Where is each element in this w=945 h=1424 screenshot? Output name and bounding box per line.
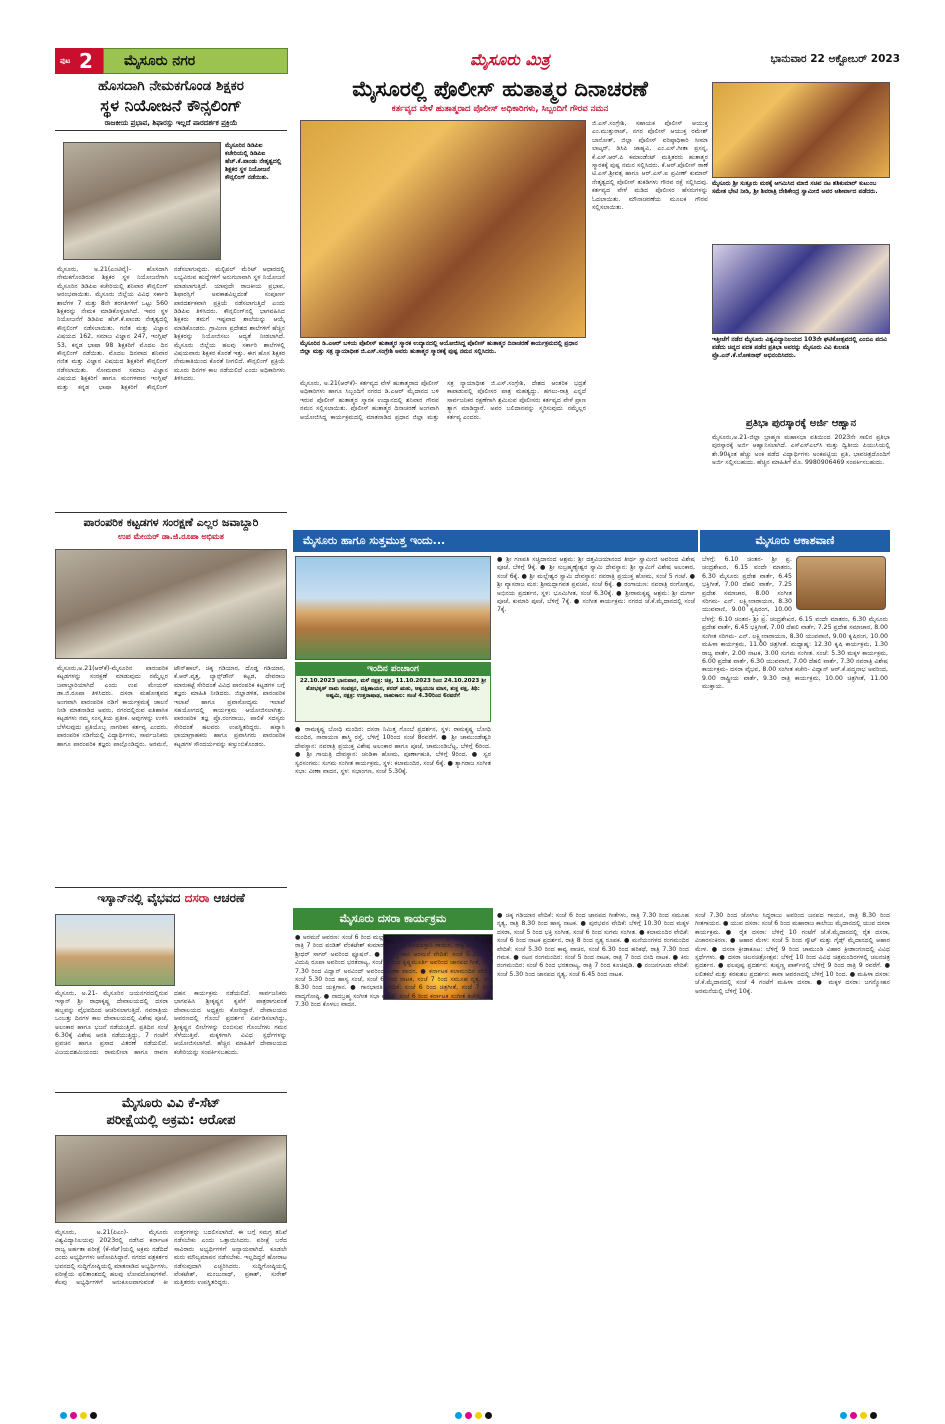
cyan-dot: [840, 1412, 847, 1419]
radio-body-cont: [702, 616, 888, 904]
radio-box: [700, 530, 890, 905]
story1-body: ಮೈಸೂರು, ಅ.21(ಎಂಟಿವೈ)- ಹೊಸದಾಗಿ ನೇಮಕಗೊಂಡಿರುವ ಶಿಕ್ಷಕರ ಸ್ಥಳ ನಿಯೋಜನೆಗಾಗಿ ಮೈಸೂರಿನ ಡಿಡಿಪಿಐ ಕಚೇರಿಯಲ್ಲಿ ಶನಿವಾರ ಕೌನ್ಸಲಿಂಗ್ ಆರಂಭವಾಯಿತು. ಮೈಸೂರು ಜಿಲ್ಲೆಯ ವಿವಿಧ ಸರ್ಕಾರಿ ಶಾಲೆಗಳ 7 ಮತ್ತು 8ನೇ ತರಗತಿಗಳಿಗೆ ಒಟ್ಟು 560 ಶಿಕ್ಷಕರನ್ನು ನೇಮಕ ಮಾಡಿಕೊಳ್ಳಲಾಗಿದೆ. ಇವರ ಸ್ಥಳ ನಿಯೋಜನೆಗೆ ಡಿಡಿಪಿಐ ಹೆಚ್.ಕೆ.ಪಾಂಡು ನೇತೃತ್ವದಲ್ಲಿ ಕೌನ್ಸಲಿಂಗ್ ನಡೆಸಲಾಯಿತು. ಗಣಿತ ಮತ್ತು ವಿಜ್ಞಾನ ವಿಷಯದ 162, ಸಮಾಜ ವಿಜ್ಞಾನ 247, ಇಂಗ್ಲಿಷ್ 53, ಕನ್ನಡ ಭಾಷಾ 98 ಶಿಕ್ಷಕರಿಗೆ ಮೊದಲ ದಿನ ಕೌನ್ಸಲಿಂಗ್ ನಡೆಯಿತು. ಮೊದಲ ದಿನವಾದ ಶನಿವಾರ ಗಣಿತ ಮತ್ತು ವಿಜ್ಞಾನ ವಿಷಯದ ಶಿಕ್ಷಕರಿಗೆ ಕೌನ್ಸಲಿಂಗ್ ನಡೆಸಲಾಯಿತು. ಸೋಮವಾರ ಸಮಾಜ ವಿಜ್ಞಾನ ವಿಷಯದ ಶಿಕ್ಷಕರಿಗೆ ಹಾಗೂ ಮಂಗಳವಾರ ಇಂಗ್ಲಿಷ್ ಮತ್ತು ಕನ್ನಡ ಭಾಷಾ ಶಿಕ್ಷಕರಿಗೆ ಕೌನ್ಸಲಿಂಗ್ ನಡೆಸಲಾಗುವುದು. ಮಲ್ಟಿಪಲ್ ಮೆರಿಟ್ ಆಧಾರದಲ್ಲಿ ಲಭ್ಯವಿರುವ ಹುದ್ದೆಗಳಿಗೆ ಅನುಗುಣವಾಗಿ ಸ್ಥಳ ನಿಯೋಜನೆ ಮಾಡಲಾಗುತ್ತಿದೆ. ಯಾವುದೇ ರಾಜಕೀಯ ಪ್ರಭಾವ, ಶಿಫಾರಸ್ಸಿಗೆ ಅವಕಾಶವಿಲ್ಲದಂತೆ ಸಂಪೂರ್ಣ ಪಾರದರ್ಶಕವಾಗಿ ಪ್ರಕ್ರಿಯೆ ನಡೆಸಲಾಗುತ್ತಿದೆ ಎಂದು ಡಿಡಿಪಿಐ ತಿಳಿಸಿದರು. ಕೌನ್ಸಲಿಂಗ್‌ನಲ್ಲಿ ಭಾಗವಹಿಸಿದ ಶಿಕ್ಷಕರು ತಮಗೆ ಇಷ್ಟವಾದ ಶಾಲೆಯನ್ನು ಆಯ್ಕೆ ಮಾಡಿಕೊಂಡರು. ಗ್ರಾಮೀಣ ಪ್ರದೇಶದ ಶಾಲೆಗಳಿಗೆ ಹೆಚ್ಚಿನ ಶಿಕ್ಷಕರನ್ನು ನಿಯೋಜಿಸಲು ಆದ್ಯತೆ ನೀಡಲಾಗಿದೆ. ಮೈಸೂರು ಜಿಲ್ಲೆಯ ಹಲವು ಸರ್ಕಾರಿ ಶಾಲೆಗಳಲ್ಲಿ ವಿಷಯವಾರು ಶಿಕ್ಷಕರ ಕೊರತೆ ಇತ್ತು. ಈಗ ಹೊಸ ಶಿಕ್ಷಕರ ನೇಮಕಾತಿಯಿಂದ ಕೊರತೆ ನೀಗಲಿದೆ. ಕೌನ್ಸಲಿಂಗ್ ಪ್ರಕ್ರಿಯೆ ಮೂರು ದಿನಗಳ ಕಾಲ ನಡೆಯಲಿದೆ ಎಂದು ಅಧಿಕಾರಿಗಳು ತಿಳಿಸಿದರು.: [57, 266, 285, 391]
story4-headline-line1: ಮೈಸೂರು ವಿವಿ ಕೆ-ಸೆಟ್: [121, 1096, 221, 1111]
divider: [55, 1092, 287, 1093]
story3-headline-c: ಆಚರಣೆ: [213, 891, 245, 905]
panchanga-text: 22.10.2023 ಭಾನುವಾರ, ಮಳೆ ನಕ್ಷತ್ರ: ಚಿತ್ರ, 11.10.2023 ರಿಂದ 24.10.2023 ಶ್ರೀ ಶೋಭಕೃತ್ ನಾಮ ಸಂವತ್ಸರ, ದಕ್ಷಿಣಾಯನ, ಶರದ್ ಋತು, ಆಶ್ವಯುಜ ಮಾಸ, ಶುಕ್ಲ ಪಕ್ಷ, ತಿಥಿ: ಅಷ್ಟಮಿ, ನಕ್ಷತ್ರ: ಉತ್ತರಾಷಾಢ, ರಾಹುಕಾಲ: ಸಂಜೆ 4.30ರಿಂದ 6ರವರೆಗೆ: [299, 678, 487, 700]
side-caption-2: ಇತ್ತೀಚೆಗೆ ನಡೆದ ಮೈಸೂರು ವಿಶ್ವವಿದ್ಯಾನಿಲಯದ 103ನೇ ಘಟಿಕೋತ್ಸವದಲ್ಲಿ ಎಂಬಿಎ ಪದವಿ ಪಡೆದು ಚಿನ್ನದ ಪದಕ ಪಡೆದ ಪ್ರತಿಭಾ ಅವರನ್ನು ಮೈಸೂರು ವಿವಿ ಕುಲಪತಿ ಪ್ರೊ.ಎನ್.ಕೆ.ಲೋಕನಾಥ್ ಅಭಿನಂದಿಸಿದರು.: [712, 336, 887, 359]
radio-icon: [796, 556, 886, 610]
palace-photo: [295, 556, 491, 660]
story3-headline-b: ದಸರಾ: [184, 891, 210, 905]
story-heritage: [55, 515, 287, 887]
story1-subhead: ರಾಜಕೀಯ ಪ್ರಭಾವ, ಶಿಫಾರಸ್ಸು ಇಲ್ಲದೆ ಪಾರದರ್ಶಕ ಪ್ರಕ್ರಿಯೆ: [55, 119, 287, 131]
cyan-dot: [60, 1412, 67, 1419]
side-photo-1: [712, 82, 890, 178]
panchanga-title: ಇಂದಿನ ಪಂಚಾಂಗ: [296, 663, 490, 676]
side-caption-1: ಮೈಸೂರು ಶ್ರೀ ಸುತ್ತೂರು ಮಠಕ್ಕೆ ಆಗಮಿಸಿದ ಮಾಜಿ ಸಚಿವ ನಟ ಶಶಿಕುಮಾರ್ ಕುಟುಂಬ ಸಮೇತ ಭೇಟಿ ನೀಡಿ, ಶ್ರೀ ಶಿವರಾತ್ರಿ ದೇಶಿಕೇಂದ್ರ ಸ್ವಾಮೀಜಿ ಅವರ ಆಶೀರ್ವಾದ ಪಡೆದರು.: [712, 180, 878, 195]
paper-name: ಮೈಸೂರು ಮಿತ್ರ: [470, 50, 550, 69]
lead-photo: [300, 120, 586, 338]
side-column: [712, 76, 890, 526]
story-kset: [55, 1095, 287, 1385]
story3-body: ಮೈಸೂರು, ಅ.21- ಮೈಸೂರಿನ ಜಯನಗರದಲ್ಲಿರುವ ಇಸ್ಕಾನ್ ಶ್ರೀ ರಾಧಾಕೃಷ್ಣ ದೇವಾಲಯದಲ್ಲಿ ದಸರಾ ಹಬ್ಬವನ್ನು ವೈಭವದಿಂದ ಆಚರಿಸಲಾಗುತ್ತಿದೆ. ನವರಾತ್ರಿಯ ಒಂಬತ್ತು ದಿನಗಳ ಕಾಲ ದೇವಾಲಯದಲ್ಲಿ ವಿಶೇಷ ಪೂಜೆ, ಅಲಂಕಾರ ಹಾಗೂ ಭಜನೆ ನಡೆಯುತ್ತಿದೆ. ಪ್ರತಿದಿನ ಸಂಜೆ 6.30ಕ್ಕೆ ವಿಶೇಷ ಆರತಿ ನಡೆಯುತ್ತಿದ್ದು, 7 ಗಂಟೆಗೆ ಪ್ರವಚನ ಹಾಗೂ ಪ್ರಸಾದ ವಿತರಣೆ ನಡೆಯಲಿದೆ. ವಿಜಯದಶಮಿಯಂದು ರಾಮಲೀಲಾ ಹಾಗೂ ರಾವಣ ದಹನ ಕಾರ್ಯಕ್ರಮ ನಡೆಯಲಿದೆ. ಸಾರ್ವಜನಿಕರು ಭಾಗವಹಿಸಿ ಶ್ರೀಕೃಷ್ಣನ ಕೃಪೆಗೆ ಪಾತ್ರರಾಗುವಂತೆ ದೇವಾಲಯದ ಅಧ್ಯಕ್ಷರು ಕೋರಿದ್ದಾರೆ. ದೇವಾಲಯದ ಆವರಣದಲ್ಲಿ ಗೊಂಬೆ ಪ್ರದರ್ಶನ ಏರ್ಪಡಿಸಲಾಗಿದ್ದು, ಶ್ರೀಕೃಷ್ಣನ ಲೀಲೆಗಳನ್ನು ಬಿಂಬಿಸುವ ಗೊಂಬೆಗಳು ಗಮನ ಸೆಳೆಯುತ್ತಿವೆ. ಮಕ್ಕಳಿಗಾಗಿ ವಿವಿಧ ಸ್ಪರ್ಧೆಗಳನ್ನು ಆಯೋಜಿಸಲಾಗಿದೆ. ಹೆಚ್ಚಿನ ಮಾಹಿತಿಗೆ ದೇವಾಲಯದ ಕಚೇರಿಯನ್ನು ಸಂಪರ್ಕಿಸಬಹುದು.: [55, 990, 287, 1056]
registration-dots-left: [60, 1404, 100, 1423]
panchanga-box: [295, 662, 491, 722]
story1-photo-caption: ಮೈಸೂರಿನ ಡಿಡಿಪಿಐ ಕಚೇರಿಯಲ್ಲಿ ಡಿಡಿಪಿಐ ಹೆಚ್.ಕೆ.ಪಾಂಡು ನೇತೃತ್ವದಲ್ಲಿ ಶಿಕ್ಷಕರ ಸ್ಥಳ ನಿಯೋಜನೆ ಕೌನ್ಸಲಿಂಗ್ ನಡೆಯಿತು.: [225, 142, 282, 181]
radio-title: ಮೈಸೂರು ಆಕಾಶವಾಣಿ: [755, 534, 835, 547]
masthead: [0, 0, 945, 76]
registration-dots-right: [840, 1404, 880, 1423]
yellow-dot: [80, 1412, 87, 1419]
lead-story: [290, 76, 710, 526]
radio-body: ಬೆಳಗ್ಗೆ: 6.10 ಚಿಂತನ- ಶ್ರೀ ಪ್ರ. ಚಂದ್ರಶೇಖರ, 6.15 ವಂದೇ ಮಾತರಂ, 6.30 ಮೈಸೂರು ಪ್ರದೇಶ ವಾರ್ತೆ, 6.45 ಭಕ್ತಿಗೀತೆ, 7.00 ದೆಹಲಿ ವಾರ್ತೆ, 7.25 ಪ್ರದೇಶ ಸಮಾಚಾರ, 8.00 ಸಂಗೀತ ಸರಿಗಮ- ಎನ್. ಲಕ್ಷ್ಮೀನಾರಾಯಣ, 8.30 ಯುವವಾಣಿ, 9.00 ಕೃಷಿರಂಗ, 10.00: [702, 556, 792, 614]
dasara-col2: ● ಚಿಕ್ಕ ಗಡಿಯಾರ ವೇದಿಕೆ: ಸಂಜೆ 6 ರಿಂದ ಜಾನಪದ ಗೀತೆಗಳು, ರಾತ್ರಿ 7.30 ರಿಂದ ಸಮೂಹ ನೃತ್ಯ, ರಾತ್ರಿ 8.30 ರಿಂದ ಹಾಸ್ಯ ನಾಟಕ. ● ಪುರಭವನ ವೇದಿಕೆ: ಬೆಳಿಗ್ಗೆ 10.30 ರಿಂದ ಮಕ್ಕಳ ದಸರಾ, ಸಂಜೆ 5 ರಿಂದ ಭಕ್ತಿ ಸಂಗೀತ, ಸಂಜೆ 6 ರಿಂದ ಸುಗಮ ಸಂಗೀತ. ● ಕಲಾಮಂದಿರ ವೇದಿಕೆ: ಸಂಜೆ 6 ರಿಂದ ನಾಟಕ ಪ್ರದರ್ಶನ, ರಾತ್ರಿ 8 ರಿಂದ ನೃತ್ಯ ರೂಪಕ. ● ಮನೆಯಂಗಳದ ರಂಗಮಂದಿರ ವೇದಿಕೆ: ಸಂಜೆ 5.30 ರಿಂದ ಕಾವ್ಯ ವಾಚನ, ಸಂಜೆ 6.30 ರಿಂದ ಹರಿಕಥೆ, ರಾತ್ರಿ 7.30 ರಿಂದ ಗಮಕ. ● ನಟನ ರಂಗಮಂದಿರ: ಸಂಜೆ 5 ರಿಂದ ನಾಟಕ, ರಾತ್ರಿ 7 ರಿಂದ ಬೀದಿ ನಾಟಕ. ● ಕಿರು ರಂಗಮಂದಿರ: ಸಂಜೆ 6 ರಿಂದ ಭರತನಾಟ್ಯ, ರಾತ್ರಿ 7 ರಿಂದ ಕೂಚಿಪುಡಿ. ● ನಂಜನಗೂಡು ವೇದಿಕೆ: ಸಂಜೆ 5.30 ರಿಂದ ಜಾನಪದ ನೃತ್ಯ, ಸಂಜೆ 6.45 ರಿಂದ ನಾಟಕ.: [497, 912, 689, 978]
registration-dots-center: [455, 1404, 495, 1423]
magenta-dot: [70, 1412, 77, 1419]
around-header-bar: [293, 530, 698, 552]
dasara-col3: ಸಂಜೆ 7.30 ರಿಂದ ಜೋಗಿಲ ಸಿದ್ದರಾಜು ಅವರಿಂದ ಜನಪದ ಗಾಯನ, ರಾತ್ರಿ 8.30 ರಿಂದ ಗೀತಗಾಯನ. ● ಯುವ ದಸರಾ: ಸಂಜೆ 6 ರಿಂದ ಮಹಾರಾಜ ಕಾಲೇಜು ಮೈದಾನದಲ್ಲಿ ಯುವ ದಸರಾ ಕಾರ್ಯಕ್ರಮ. ● ರೈತ ದಸರಾ: ಬೆಳಿಗ್ಗೆ 10 ಗಂಟೆಗೆ ಜೆ.ಕೆ.ಮೈದಾನದಲ್ಲಿ ರೈತ ದಸರಾ, ವಿಚಾರಸಂಕಿರಣ. ● ಆಹಾರ ಮೇಳ: ಸಂಜೆ 5 ರಿಂದ ಸ್ಕೌಟ್ ಮತ್ತು ಗೈಡ್ಸ್ ಮೈದಾನದಲ್ಲಿ ಆಹಾರ ಮೇಳ. ● ದಸರಾ ಕ್ರೀಡಾಕೂಟ: ಬೆಳಿಗ್ಗೆ 9 ರಿಂದ ಚಾಮುಂಡಿ ವಿಹಾರ ಕ್ರೀಡಾಂಗಣದಲ್ಲಿ ವಿವಿಧ ಸ್ಪರ್ಧೆಗಳು. ● ದಸರಾ ಚಲನಚಿತ್ರೋತ್ಸವ: ಬೆಳಿಗ್ಗೆ 10 ರಿಂದ ವಿವಿಧ ಚಿತ್ರಮಂದಿರಗಳಲ್ಲಿ ಚಲನಚಿತ್ರ ಪ್ರದರ್ಶನ. ● ಫಲಪುಷ್ಪ ಪ್ರದರ್ಶನ: ಕುಪ್ಪಣ್ಣ ಪಾರ್ಕ್‌ನಲ್ಲಿ ಬೆಳಿಗ್ಗೆ 9 ರಿಂದ ರಾತ್ರಿ 9 ರವರೆಗೆ. ● ಲಲಿತಕಲೆ ಮತ್ತು ಕರಕುಶಲ ಪ್ರದರ್ಶನ: ಕಾವಾ ಆವರಣದಲ್ಲಿ ಬೆಳಿಗ್ಗೆ 10 ರಿಂದ. ● ಮಹಿಳಾ ದಸರಾ: ಜೆ.ಕೆ.ಮೈದಾನದಲ್ಲಿ ಸಂಜೆ 4 ಗಂಟೆಗೆ ಮಹಿಳಾ ದಸರಾ. ● ಮಕ್ಕಳ ದಸರಾ: ಜಗನ್ಮೋಹನ ಅರಮನೆಯಲ್ಲಿ ಬೆಳಿಗ್ಗೆ 10ಕ್ಕೆ.: [695, 912, 890, 995]
around-body-right: ● ಶ್ರೀ ಗಣಪತಿ ಸಚ್ಚಿದಾನಂದ ಆಶ್ರಮ: ಶ್ರೀ ದತ್ತವಿಜಯಾನಂದ ತೀರ್ಥ ಸ್ವಾಮೀಜಿ ಅವರಿಂದ ವಿಶೇಷ ಪೂಜೆ, ಬೆಳಿಗ್ಗೆ 9ಕ್ಕೆ. ● ಶ್ರೀ ಸುಬ್ರಹ್ಮಣ್ಯೇಶ್ವರ ಸ್ವಾಮಿ ದೇವಸ್ಥಾನ: ಶ್ರೀ ಸ್ವಾಮಿಗೆ ವಿಶೇಷ ಅಲಂಕಾರ, ಸಂಜೆ 6ಕ್ಕೆ. ● ಶ್ರೀ ಮಲ್ಲೇಶ್ವರ ಸ್ವಾಮಿ ದೇವಸ್ಥಾನ: ನವರಾತ್ರಿ ಪ್ರಯುಕ್ತ ಹೋಮ, ಸಂಜೆ 5 ಗಂಟೆ. ● ಶ್ರೀ ವ್ಯಾಸರಾಜ ಮಠ: ಶ್ರೀಮದ್ಭಾಗವತ ಪ್ರವಚನ, ಸಂಜೆ 6ಕ್ಕೆ. ● ರಂಗಾಯಣ: ನವರಾತ್ರಿ ರಂಗೋತ್ಸವ, ಅಭಿನಯ ಪ್ರದರ್ಶನ, ಸ್ಥಳ: ಭೂಮಿಗೀತ, ಸಂಜೆ 6.30ಕ್ಕೆ. ● ಶ್ರೀರಾಮಕೃಷ್ಣ ಆಶ್ರಮ: ಶ್ರೀ ದುರ್ಗಾ ಪೂಜೆ, ಕುಮಾರಿ ಪೂಜೆ, ಬೆಳಿಗ್ಗೆ 7ಕ್ಕೆ. ● ಸಂಗೀತ ಕಾರ್ಯಕ್ರಮ: ನಗರದ ಜೆ.ಕೆ.ಮೈದಾನದಲ್ಲಿ ಸಂಜೆ 7ಕ್ಕೆ.: [497, 556, 695, 614]
lead-body-a: ಜಿ.ಎಸ್.ಸಂಗ್ರೇಶಿ, ಸಹಾಯಕ ಪೊಲೀಸ್ ಆಯುಕ್ತ ಎಂ.ಮುತ್ತುರಾಜ್, ನಗರ ಪೊಲೀಸ್ ಆಯುಕ್ತ ರಮೇಶ್ ಬಾನೋತ್, ಜಿಲ್ಲಾ ಪೊಲೀಸ್ ವರಿಷ್ಠಾಧಿಕಾರಿ ಸೀಮಾ ಲಾಟ್ಕರ್, ಡಿಸಿಪಿ ಜಾಹ್ನವಿ, ಎಂ.ಎಸ್.ಗೀತಾ ಪ್ರಸನ್ನ, ಕೆ.ಎಸ್.ಆರ್.ಪಿ ಕಮಾಂಡೆಂಟ್ ಮತ್ತಿತರರು ಹುತಾತ್ಮರ ಸ್ಮಾರಕಕ್ಕೆ ಪುಷ್ಪ ನಮನ ಸಲ್ಲಿಸಿದರು. ಕೆ.ಆರ್.ಪೊಲೀಸ್ ಠಾಣೆ ಟಿ.ಎಸ್.ಶ್ರೀವತ್ಸ ಹಾಗೂ ಆರ್.ಎಸ್.ಐ ಪ್ರವೀಣ್ ಕುಮಾರ್ ನೇತೃತ್ವದಲ್ಲಿ ಪೊಲೀಸ್ ತುಕಡಿಗಳು ಗೌರವ ರಕ್ಷೆ ಸಲ್ಲಿಸಿದವು. ಕರ್ತವ್ಯದ ವೇಳೆ ಮಡಿದ ಪೊಲೀಸರ ಹೆಸರುಗಳನ್ನು ಓದಲಾಯಿತು. ಮೌನಾಚರಣೆಯ ಮೂಲಕ ಗೌರವ ಸಲ್ಲಿಸಲಾಯಿತು.: [592, 120, 708, 212]
page-label: ಪುಟ: [60, 57, 71, 65]
around-body-left: ● ರಾಮಕೃಷ್ಣ ಬೋಧಿ ಮಂದಿರ: ದಸರಾ ನಿಮಿತ್ತ ಗೊಂಬೆ ಪ್ರದರ್ಶನ, ಸ್ಥಳ: ರಾಮಕೃಷ್ಣ ಬೋಧಿ ಮಂದಿರ, ನಾರಾಯಣ ಶಾಸ್ತ್ರಿ ರಸ್ತೆ, ಬೆಳಿಗ್ಗೆ 10ರಿಂದ ಸಂಜೆ 8ರವರೆಗೆ. ● ಶ್ರೀ ಚಾಮುಂಡೇಶ್ವರಿ ದೇವಸ್ಥಾನ: ನವರಾತ್ರಿ ಪ್ರಯುಕ್ತ ವಿಶೇಷ ಅಲಂಕಾರ ಹಾಗೂ ಪೂಜೆ, ಚಾಮುಂಡಿಬೆಟ್ಟ, ಬೆಳಿಗ್ಗೆ 6ರಿಂದ. ● ಶ್ರೀ ಗಾಯತ್ರಿ ದೇವಸ್ಥಾನ: ಚಂಡಿಕಾ ಹೋಮ, ಪೂರ್ಣಾಹುತಿ, ಬೆಳಿಗ್ಗೆ 9ರಿಂದ. ● ಸ್ವರ ಸ್ವರಸಂಗಮ: ಸುಗಮ ಸಂಗೀತ ಕಾರ್ಯಕ್ರಮ, ಸ್ಥಳ: ಕಲಾಮಂದಿರ, ಸಂಜೆ 6ಕ್ಕೆ. ● ತ್ಯಾಗರಾಜ ಸಂಗೀತ ಸಭಾ: ವೀಣಾ ವಾದನ, ಸ್ಥಳ: ಸಭಾಂಗಣ, ಸಂಜೆ 5.30ಕ್ಕೆ.: [295, 726, 491, 776]
black-dot: [485, 1412, 492, 1419]
section-banner: [103, 48, 288, 74]
yellow-dot: [860, 1412, 867, 1419]
radio-body-continued: ಬೆಳಗ್ಗೆ: 6.10 ಚಿಂತನ- ಶ್ರೀ ಪ್ರ. ಚಂದ್ರಶೇಖರ, 6.15 ವಂದೇ ಮಾತರಂ, 6.30 ಮೈಸೂರು ಪ್ರದೇಶ ವಾರ್ತೆ, 6.45 ಭಕ್ತಿಗೀತೆ, 7.00 ದೆಹಲಿ ವಾರ್ತೆ, 7.25 ಪ್ರದೇಶ ಸಮಾಚಾರ, 8.00 ಸಂಗೀತ ಸರಿಗಮ- ಎನ್. ಲಕ್ಷ್ಮೀನಾರಾಯಣ, 8.30 ಯುವವಾಣಿ, 9.00 ಕೃಷಿರಂಗ, 10.00 ಮಹಿಳಾ ಕಾರ್ಯಕ್ರಮ, 11.00 ಚಿತ್ರಗೀತೆ. ಮಧ್ಯಾಹ್ನ: 12.30 ಕೃಷಿ ಕಾರ್ಯಕ್ರಮ, 1.30 ರಾಜ್ಯ ವಾರ್ತೆ, 2.00 ನಾಟಕ, 3.00 ಸುಗಮ ಸಂಗೀತ. ಸಂಜೆ: 5.30 ಮಕ್ಕಳ ಕಾರ್ಯಕ್ರಮ, 6.00 ಪ್ರದೇಶ ವಾರ್ತೆ, 6.30 ಯುವವಾಣಿ, 7.00 ದೆಹಲಿ ವಾರ್ತೆ, 7.30 ನವರಾತ್ರಿ ವಿಶೇಷ ಕಾರ್ಯಕ್ರಮ- ದಸರಾ ವೈಭವ, 8.00 ಸಂಗೀತ ಕಚೇರಿ- ವಿದ್ವಾನ್ ಆರ್.ಕೆ.ಪದ್ಮನಾಭ ಅವರಿಂದ, 9.00 ರಾಷ್ಟ್ರೀಯ ವಾರ್ತೆ, 9.30 ರಾತ್ರಿ ಕಾರ್ಯಕ್ರಮ, 10.00 ಚಿತ್ರಗೀತೆ, 11.00 ಮುಕ್ತಾಯ.: [702, 616, 888, 691]
yellow-dot: [475, 1412, 482, 1419]
divider: [55, 512, 287, 513]
story-teacher-counselling: [55, 78, 287, 508]
dasara-program: [293, 908, 890, 1388]
story3-headline-a: ಇಸ್ಕಾನ್‌ನಲ್ಲಿ ವೈಭವದ: [97, 891, 181, 905]
issue-date: ಭಾನುವಾರ 22 ಅಕ್ಟೋಬರ್ 2023: [770, 53, 900, 65]
side-notice-headline: ಪ್ರತಿಭಾ ಪುರಸ್ಕಾರಕ್ಕೆ ಅರ್ಜಿ ಆಹ್ವಾನ: [745, 418, 857, 429]
story2-headline: ಪಾರಂಪರಿಕ ಕಟ್ಟಡಗಳ ಸಂರಕ್ಷಣೆ ಎಲ್ಲರ ಜವಾಬ್ದಾರಿ: [83, 516, 259, 529]
page-number: 2: [79, 49, 93, 73]
black-dot: [870, 1412, 877, 1419]
story4-body: ಮೈಸೂರು, ಅ.21(ಪಿಎಂ)- ಮೈಸೂರು ವಿಶ್ವವಿದ್ಯಾನಿಲಯವು 2023ರಲ್ಲಿ ನಡೆಸಿದ ಕರ್ನಾಟಕ ರಾಜ್ಯ ಅರ್ಹತಾ ಪರೀಕ್ಷೆ (ಕೆ-ಸೆಟ್)ಯಲ್ಲಿ ಅಕ್ರಮ ನಡೆದಿದೆ ಎಂದು ಅಭ್ಯರ್ಥಿಗಳು ಆರೋಪಿಸಿದ್ದಾರೆ. ನಗರದ ಪತ್ರಕರ್ತರ ಭವನದಲ್ಲಿ ಸುದ್ದಿಗೋಷ್ಠಿಯಲ್ಲಿ ಮಾತನಾಡಿದ ಅಭ್ಯರ್ಥಿಗಳು, ಪರೀಕ್ಷೆಯ ಫಲಿತಾಂಶದಲ್ಲಿ ಹಲವು ಲೋಪದೋಷಗಳಿವೆ. ಕೆಲವು ಅಭ್ಯರ್ಥಿಗಳಿಗೆ ಅನುಕೂಲವಾಗುವಂತೆ ಕೀ ಉತ್ತರಗಳನ್ನು ಬದಲಿಸಲಾಗಿದೆ. ಈ ಬಗ್ಗೆ ಸಮಗ್ರ ತನಿಖೆ ನಡೆಸಬೇಕು ಎಂದು ಒತ್ತಾಯಿಸಿದರು. ಪರೀಕ್ಷೆ ಬರೆದ ಸಾವಿರಾರು ಅಭ್ಯರ್ಥಿಗಳಿಗೆ ಅನ್ಯಾಯವಾಗಿದೆ. ಕೂಡಲೇ ಮರು ಮೌಲ್ಯಮಾಪನ ನಡೆಸಬೇಕು. ಇಲ್ಲದಿದ್ದರೆ ಹೋರಾಟ ನಡೆಸುವುದಾಗಿ ಎಚ್ಚರಿಸಿದರು. ಸುದ್ದಿಗೋಷ್ಠಿಯಲ್ಲಿ ವೆಂಕಟೇಶ್, ಮಂಜುನಾಥ್, ಪ್ರಕಾಶ್, ಸುರೇಶ್ ಮತ್ತಿತರರು ಉಪಸ್ಥಿತರಿದ್ದರು.: [55, 1229, 287, 1287]
story1-photo: [63, 142, 221, 260]
story4-headline-line2: ಪರೀಕ್ಷೆಯಲ್ಲಿ ಅಕ್ರಮ: ಆರೋಪ: [106, 1113, 236, 1128]
side-photo-2: [712, 244, 890, 334]
story1-headline-line2: ಸ್ಥಳ ನಿಯೋಜನೆ ಕೌನ್ಸಲಿಂಗ್: [100, 96, 242, 115]
story4-photo: [55, 1135, 287, 1223]
dasara-col1: ● ಅರಮನೆ ಆವರಣ: ಸಂಜೆ 6 ರಿಂದ ಮಲ್ಲಾಡಿಹಳ್ಳಿ ರಾಘವೇಂದ್ರ ಅವರಿಂದ ಸ್ಯಾಕ್ಸೋಫೋನ್ ವಾದನ, ರಾತ್ರಿ 7 ರಿಂದ ಪಂಡಿತ್ ವೆಂಕಟೇಶ್ ಕುಮಾರ್ ಅವರಿಂದ ಹಿಂದೂಸ್ತಾನಿ ಗಾಯನ, ರಾತ್ರಿ 8.30 ರಿಂದ ಶ್ರೀಧರ್ ಸಾಗರ್ ಅವರಿಂದ ಫ್ಯೂಷನ್. ● ಜಗನ್ಮೋಹನ ಅರಮನೆ ವೇದಿಕೆ: ಸಂಜೆ 5.30 ರಿಂದ ವಿದುಷಿ ರೂಪಾ ಅವರಿಂದ ಭರತನಾಟ್ಯ, ಸಂಜೆ 6 ರಿಂದ ಕೃಷ್ಣಮೂರ್ತಿ ಅವರಿಂದ ಜಾನಪದ ಗೀತೆ, ಸಂಜೆ 7.30 ರಿಂದ ವಿದ್ವಾನ್ ಅರವಿಂದ್ ಅವರಿಂದ ವೀಣಾ ವಾದನ. ● ಕರ್ನಾಟಕ ಕಲಾಮಂದಿರ ವೇದಿಕೆ: ಸಂಜೆ 5.30 ರಿಂದ ಹಾಸ್ಯ ಸಂಜೆ, ಸಂಜೆ 6 ರಿಂದ ನಾಟಕ, ಸಂಜೆ 7 ರಿಂದ ಸಮೂಹ ನೃತ್ಯ, ರಾತ್ರಿ 8.30 ರಿಂದ ಯಕ್ಷಗಾನ. ● ಗಾನಭಾರತಿ ವೇದಿಕೆ: ಸಂಜೆ 6 ರಿಂದ ಚಿತ್ರಗೀತೆ, ಸಂಜೆ 7 ರಿಂದ ವಾದ್ಯಗೋಷ್ಠಿ. ● ನಾದಬ್ರಹ್ಮ ಸಂಗೀತ ಸಭಾ ವೇದಿಕೆ: ಸಂಜೆ 6 ರಿಂದ ಕರ್ನಾಟಕ ಸಂಗೀತ ಕಚೇರಿ, ರಾತ್ರಿ 7.30 ರಿಂದ ಕೊಳಲು ವಾದನ.: [295, 934, 493, 1009]
black-dot: [90, 1412, 97, 1419]
story1-headline-line1: ಹೊಸದಾಗಿ ನೇಮಕಗೊಂಡ ಶಿಕ್ಷಕರ: [98, 78, 244, 94]
around-header: ಮೈಸೂರು ಹಾಗೂ ಸುತ್ತಮುತ್ತ ಇಂದು...: [303, 534, 446, 547]
cyan-dot: [455, 1412, 462, 1419]
story2-body: ಮೈಸೂರು,ಅ.21(ಆರ್‌ಕೆ)-ಮೈಸೂರಿನ ಪಾರಂಪರಿಕ ಕಟ್ಟಡಗಳನ್ನು ಸಂರಕ್ಷಣೆ ಮಾಡುವುದು ನಮ್ಮೆಲ್ಲರ ಜವಾಬ್ದಾರಿಯಾಗಿದೆ ಎಂದು ಉಪ ಮೇಯರ್ ಡಾ.ಜಿ.ರೂಪಾ ತಿಳಿಸಿದರು. ದಸರಾ ಮಹೋತ್ಸವದ ಅಂಗವಾಗಿ ಪಾರಂಪರಿಕ ನಡಿಗೆ ಕಾರ್ಯಕ್ರಮಕ್ಕೆ ಚಾಲನೆ ನೀಡಿ ಮಾತನಾಡಿದ ಅವರು, ನಗರದಲ್ಲಿರುವ ಐತಿಹಾಸಿಕ ಕಟ್ಟಡಗಳು ನಮ್ಮ ಸಂಸ್ಕೃತಿಯ ಪ್ರತೀಕ. ಅವುಗಳನ್ನು ಉಳಿಸಿ ಬೆಳೆಸುವುದು ಪ್ರತಿಯೊಬ್ಬ ನಾಗರಿಕನ ಕರ್ತವ್ಯ ಎಂದರು. ಪಾರಂಪರಿಕ ನಡಿಗೆಯಲ್ಲಿ ವಿದ್ಯಾರ್ಥಿಗಳು, ಸಾರ್ವಜನಿಕರು ಹಾಗೂ ಪಾರಂಪರಿಕ ತಜ್ಞರು ಪಾಲ್ಗೊಂಡಿದ್ದರು. ಅರಮನೆ, ಟೌನ್‌ಹಾಲ್, ಚಿಕ್ಕ ಗಡಿಯಾರ, ದೊಡ್ಡ ಗಡಿಯಾರ, ಕೆ.ಆರ್.ವೃತ್ತ, ಲ್ಯಾನ್ಸ್‌ಡೌನ್ ಕಟ್ಟಡ, ದೇವರಾಜ ಮಾರುಕಟ್ಟೆ ಸೇರಿದಂತೆ ವಿವಿಧ ಪಾರಂಪರಿಕ ಕಟ್ಟಡಗಳ ಬಗ್ಗೆ ತಜ್ಞರು ಮಾಹಿತಿ ನೀಡಿದರು. ಜಿಲ್ಲಾಡಳಿತ, ಪಾರಂಪರಿಕ ಇಲಾಖೆ ಹಾಗೂ ಪ್ರವಾಸೋದ್ಯಮ ಇಲಾಖೆ ಸಹಯೋಗದಲ್ಲಿ ಕಾರ್ಯಕ್ರಮ ಆಯೋಜಿಸಲಾಗಿತ್ತು. ಪಾರಂಪರಿಕ ತಜ್ಞ ಪ್ರೊ.ರಂಗರಾಜು, ಪಾಲಿಕೆ ಸದಸ್ಯರು ಸೇರಿದಂತೆ ಹಲವರು ಉಪಸ್ಥಿತರಿದ್ದರು. ಹವ್ಯಾಸಿ ಛಾಯಾಗ್ರಾಹಕರು ಹಾಗೂ ಪ್ರವಾಸಿಗರು ಪಾರಂಪರಿಕ ಕಟ್ಟಡಗಳ ಸೌಂದರ್ಯವನ್ನು ಕಣ್ತುಂಬಿಕೊಂಡರು.: [57, 665, 285, 748]
dasara-header: ಮೈಸೂರು ದಸರಾ ಕಾರ್ಯಕ್ರಮ: [339, 912, 447, 925]
around-today: [293, 530, 698, 905]
magenta-dot: [465, 1412, 472, 1419]
section-name: ಮೈಸೂರು ನಗರ: [124, 53, 196, 69]
story3-headline: [55, 890, 287, 907]
divider: [55, 887, 287, 888]
radio-header-bar: [700, 530, 890, 552]
dasara-header-bar: [293, 908, 493, 930]
lead-photo-caption: ಮೈಸೂರಿನ ಡಿ.ಎಆರ್ ಬಳಿಯ ಪೊಲೀಸ್ ಹುತಾತ್ಮರ ಸ್ಮಾರಕ ಉದ್ಯಾನದಲ್ಲಿ ಆಯೋಜಿಸಿದ್ದ ಪೊಲೀಸ್ ಹುತಾತ್ಮರ ದಿನಾಚರಣೆ ಕಾರ್ಯಕ್ರಮದಲ್ಲಿ ಪ್ರಧಾನ ಜಿಲ್ಲಾ ಮತ್ತು ಸತ್ರ ನ್ಯಾಯಾಧೀಶ ಜಿ.ಎಸ್.ಸಂಗ್ರೇಶಿ ಅವರು ಹುತಾತ್ಮರ ಸ್ಮಾರಕಕ್ಕೆ ಪುಷ್ಪ ನಮನ ಸಲ್ಲಿಸಿದರು.: [300, 340, 578, 355]
story2-photo: [55, 549, 287, 659]
lead-headline: ಮೈಸೂರಲ್ಲಿ ಪೊಲೀಸ್ ಹುತಾತ್ಮರ ದಿನಾಚರಣೆ: [352, 77, 648, 101]
story3-photo-temple: [55, 914, 175, 986]
side-notice-body: ಮೈಸೂರು,ಅ.21-ಜಿಲ್ಲಾ ಬ್ರಾಹ್ಮಣ ಮಹಾಸಭಾ ವತಿಯಿಂದ 2023ನೇ ಸಾಲಿನ ಪ್ರತಿಭಾ ಪುರಸ್ಕಾರಕ್ಕೆ ಅರ್ಜಿ ಆಹ್ವಾನಿಸಲಾಗಿದೆ. ಎಸ್‌ಎಸ್‌ಎಲ್‌ಸಿ ಮತ್ತು ದ್ವಿತೀಯ ಪಿಯುಸಿಯಲ್ಲಿ ಶೇ.90ಕ್ಕಿಂತ ಹೆಚ್ಚು ಅಂಕ ಪಡೆದ ವಿದ್ಯಾರ್ಥಿಗಳು ಅಂಕಪಟ್ಟಿಯ ಪ್ರತಿ, ಭಾವಚಿತ್ರದೊಂದಿಗೆ ಅರ್ಜಿ ಸಲ್ಲಿಸಬಹುದು. ಹೆಚ್ಚಿನ ಮಾಹಿತಿಗೆ ಮೊ. 9980906469 ಸಂಪರ್ಕಿಸಬಹುದು.: [712, 434, 890, 467]
magenta-dot: [850, 1412, 857, 1419]
lead-subhead: ಕರ್ತವ್ಯದ ವೇಳೆ ಹುತಾತ್ಮರಾದ ಪೊಲೀಸ್ ಅಧಿಕಾರಿಗಳು, ಸಿಬ್ಬಂದಿಗೆ ಗೌರವ ನಮನ: [391, 104, 609, 114]
lead-body-b: ಮೈಸೂರು, ಅ.21(ಆರ್‌ಕೆ)- ಕರ್ತವ್ಯದ ವೇಳೆ ಹುತಾತ್ಮರಾದ ಪೊಲೀಸ್ ಅಧಿಕಾರಿಗಳು ಹಾಗೂ ಸಿಬ್ಬಂದಿಗೆ ನಗರದ ಡಿ.ಎಆರ್ ಮೈದಾನದ ಬಳಿ ಇರುವ ಪೊಲೀಸ್ ಹುತಾತ್ಮರ ಸ್ಮಾರಕ ಉದ್ಯಾನದಲ್ಲಿ ಶನಿವಾರ ಗೌರವ ನಮನ ಸಲ್ಲಿಸಲಾಯಿತು. ಪೊಲೀಸ್ ಹುತಾತ್ಮರ ದಿನಾಚರಣೆ ಅಂಗವಾಗಿ ಆಯೋಜಿಸಿದ್ದ ಕಾರ್ಯಕ್ರಮದಲ್ಲಿ ಮಾತನಾಡಿದ ಪ್ರಧಾನ ಜಿಲ್ಲಾ ಮತ್ತು ಸತ್ರ ನ್ಯಾಯಾಧೀಶ ಜಿ.ಎಸ್.ಸಂಗ್ರೇಶಿ, ದೇಶದ ಆಂತರಿಕ ಭದ್ರತೆ ಕಾಪಾಡುವಲ್ಲಿ ಪೊಲೀಸರ ಪಾತ್ರ ಮಹತ್ವದ್ದು. ಹಗಲು-ರಾತ್ರಿ ಎನ್ನದೆ ಸಾರ್ವಜನಿಕರ ರಕ್ಷಣೆಗಾಗಿ ಶ್ರಮಿಸುವ ಪೊಲೀಸರು ಕರ್ತವ್ಯದ ವೇಳೆ ಪ್ರಾಣ ತ್ಯಾಗ ಮಾಡಿದ್ದಾರೆ. ಅವರ ಬಲಿದಾನವನ್ನು ಸ್ಮರಿಸುವುದು ನಮ್ಮೆಲ್ಲರ ಕರ್ತವ್ಯ ಎಂದರು.: [300, 380, 586, 421]
page-number-badge: [55, 48, 103, 74]
story2-subhead: ಉಪ ಮೇಯರ್ ಡಾ.ಜಿ.ರೂಪಾ ಅಭಿಮತ: [118, 532, 224, 541]
story-iskcon: [55, 890, 287, 1090]
